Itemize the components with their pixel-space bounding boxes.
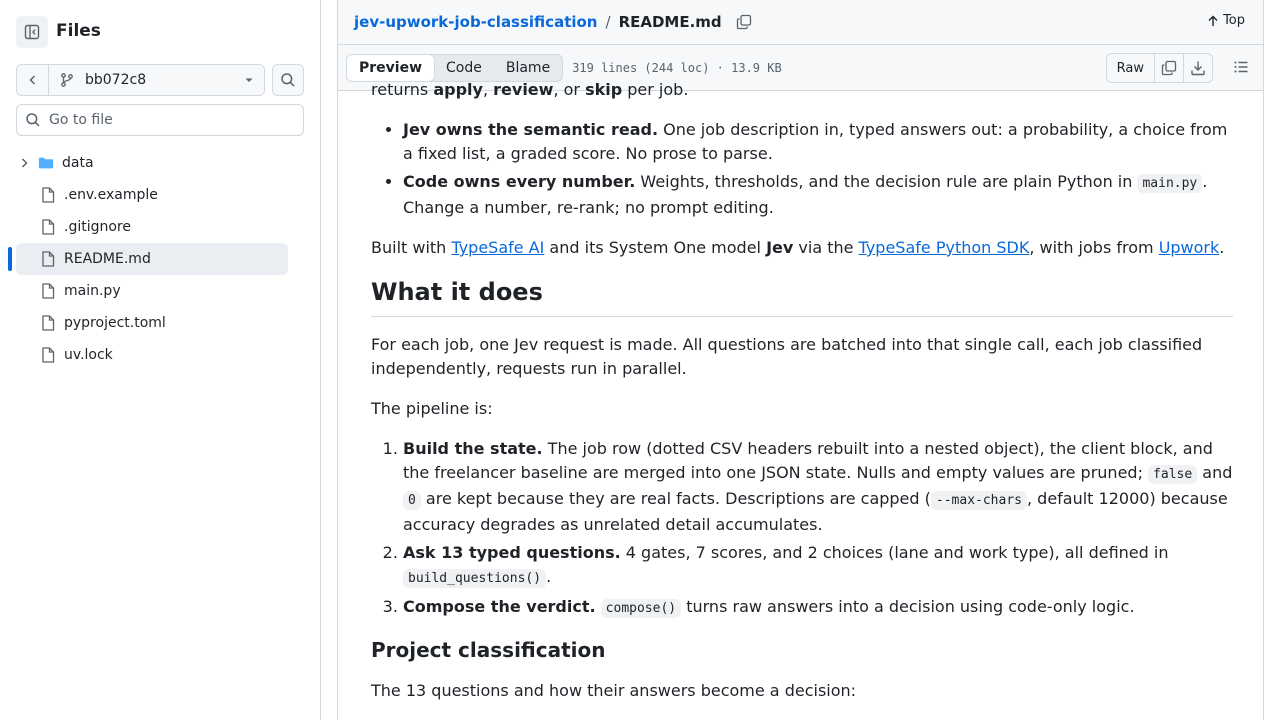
collapse-sidebar-button[interactable] [16,16,48,48]
tree-item-pyproject[interactable] [16,307,288,339]
file-icon [41,283,55,299]
list-item: 2. Ask 13 typed questions. 4 gates, 7 scores, and 2 choices (lane and work type), all defined in build_questions() . [403,541,1233,591]
list-item: 3. Compose the verdict. compose() turns raw answers into a decision using code-only logic. [403,595,1233,621]
branch-selector[interactable] [49,65,264,95]
intro-paragraph: returns apply, review, or skip per job. [371,80,689,99]
list-unordered-icon [1233,59,1249,75]
upwork-link[interactable]: Upwork [1158,238,1220,257]
breadcrumb-file-name: README.md [618,13,722,31]
principles-list [371,118,1233,220]
paragraph: The pipeline is: [371,399,493,418]
tree-item-label: pyproject.toml [64,315,166,331]
copy-path-button[interactable] [736,14,752,30]
tree-item-label: uv.lock [64,347,113,363]
built-with-paragraph: Built with TypeSafe AI and its System One model Jev via the TypeSafe Python SDK, with jobs from Upwork. [371,238,1225,257]
tree-item-label: main.py [64,283,121,299]
file-tree-sidebar [0,0,321,720]
search-icon [25,112,41,128]
branch-name: bb072c8 [85,72,147,88]
copy-icon [1161,60,1177,76]
go-to-file-input[interactable] [49,112,289,128]
tab-code[interactable]: Code [434,55,494,81]
tree-item-label: data [62,155,94,171]
readme-content [371,80,1233,719]
outline-button[interactable] [1233,59,1249,75]
paragraph: The 13 questions and how their answers become a decision: [371,681,857,700]
copy-icon [736,14,752,30]
chevron-right-icon [18,157,30,169]
tree-item-uv-lock[interactable] [16,339,288,371]
raw-button[interactable]: Raw [1107,54,1155,82]
tree-item-gitignore[interactable] [16,211,288,243]
download-icon [1190,60,1206,76]
chevron-left-icon [27,74,39,86]
file-view [337,0,1264,720]
search-icon [280,72,296,88]
selected-indicator [8,247,12,271]
search-files-button[interactable] [272,64,304,96]
breadcrumb-separator: / [605,13,611,31]
file-icon [41,187,55,203]
pipeline-list [371,437,1233,621]
tree-item-data[interactable] [16,147,288,179]
branch-row [16,64,265,96]
tree-item-main-py[interactable] [16,275,288,307]
top-label: Top [1223,13,1245,28]
git-branch-icon [59,72,75,88]
file-stats: 319 lines (244 loc) · 13.9 KB [572,60,782,75]
list-item: • Jev owns the semantic read. One job description in, typed answers out: a probability, a choice from a fixed list, a graded score. No prose to parse. [403,118,1233,166]
heading-project-classification: Project classification [371,638,606,662]
go-to-file [16,104,304,136]
tree-item-label: .env.example [64,187,158,203]
top-link[interactable] [1207,13,1245,28]
arrow-up-icon [1207,15,1219,27]
typesafe-ai-link[interactable]: TypeSafe AI [451,238,545,257]
heading-what-it-does: What it does [371,276,1233,317]
tab-blame[interactable]: Blame [494,55,562,81]
tree-item-readme[interactable] [16,243,288,275]
tree-item-env-example[interactable] [16,179,288,211]
file-icon [41,315,55,331]
tree-item-label: .gitignore [64,219,131,235]
file-icon [41,219,55,235]
folder-icon [38,155,54,171]
tree-item-label: README.md [64,251,151,267]
list-item: 1. Build the state. The job row (dotted CSV headers rebuilt into a nested object), the client block, and the freelancer baseline are merged into one JSON state. Nulls and empty values are pruned; false and 0 are kept because they are real facts. Descriptions are capped ( --max-chars , default 12000) because accuracy degrades as unrelated detail accumulates. [403,437,1233,537]
file-tree [0,147,320,371]
breadcrumb [338,0,1263,45]
breadcrumb-repo-link[interactable]: jev-upwork-job-classification [354,13,598,31]
list-item: • Code owns every number. Weights, thresholds, and the decision rule are plain Python in main.py . Change a number, re-rank; no prompt editing. [403,170,1233,220]
typesafe-sdk-link[interactable]: TypeSafe Python SDK [858,238,1030,257]
paragraph: For each job, one Jev request is made. All questions are batched into that single call, each job classified independently, requests run in parallel. [371,335,1203,378]
sidebar-collapse-icon [24,24,40,40]
back-button[interactable] [17,65,49,95]
file-icon [41,347,55,363]
sidebar-title: Files [56,21,101,41]
tab-preview[interactable]: Preview [346,54,435,82]
caret-down-icon [244,75,254,85]
file-icon [41,251,55,267]
